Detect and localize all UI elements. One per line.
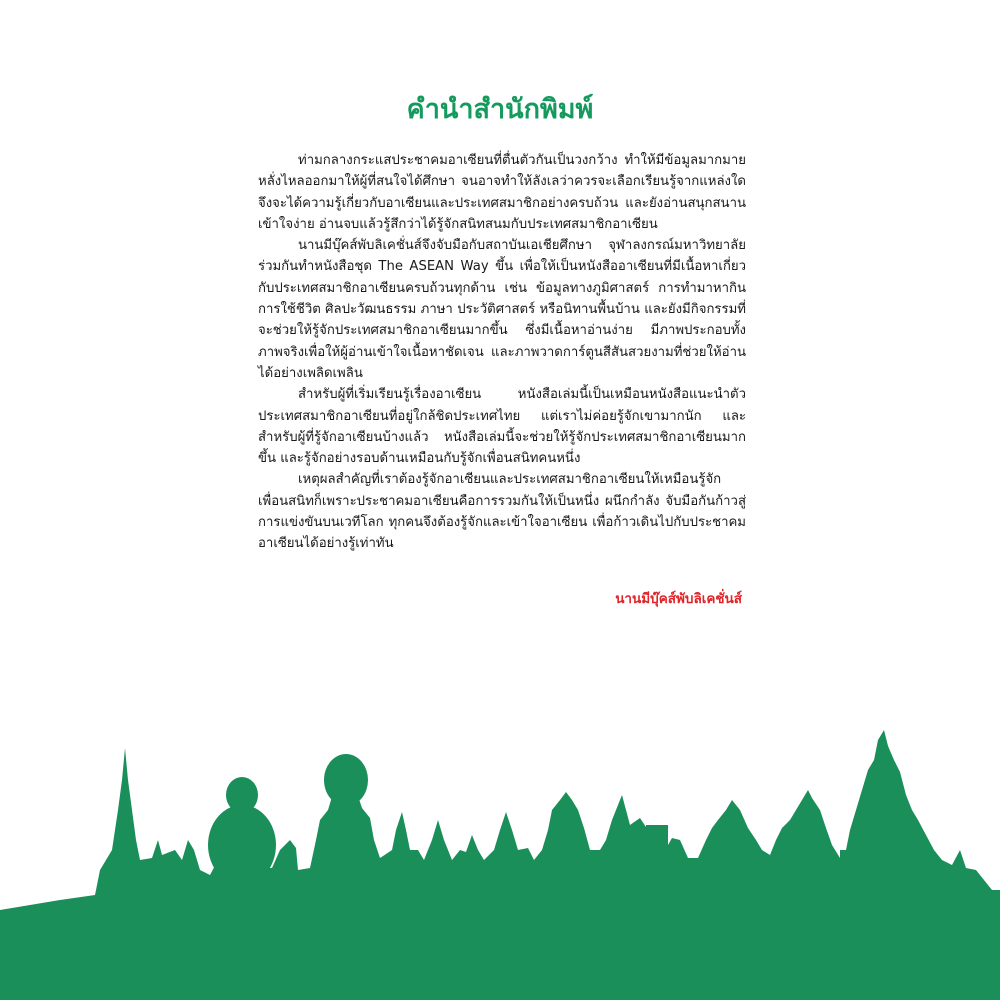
dome-shape [324,754,368,806]
pagoda-base [840,850,920,890]
paragraph-4: เหตุผลสำคัญที่เราต้องรู้จักอาเซียนและประเทศสมาชิกอาเซียนให้เหมือนรู้จักเพื่อนสนิทก็เพราะประชาคมอาเซียนคือการรวมกันให้เป็นหนึ่ง ผนึกกำลัง จับมือกันก้าวสู่การแข่งขันบนเวทีโลก ทุกคนจึงต้องรู้จักและเข้าใจอาเซียน เพื่อก้าวเดินไปกับประชาคมอาเซียนได้อย่างรู้เท่าทัน [258,472,746,552]
tower-shape [646,825,668,865]
foreword-body [258,150,746,555]
paragraph-2: นานมีบุ๊คส์พับลิเคชั่นส์จึงจับมือกับสถาบันเอเชียศึกษา จุฬาลงกรณ์มหาวิทยาลัย ร่วมกันทำหนังสือชุด The ASEAN Way ขึ้น เพื่อให้เป็นหนังสืออาเซียนที่มีเนื้อหาเกี่ยวกับประเทศสมาชิกอาเซียนครบถ้วนทุกด้าน เช่น ข้อมูลทางภูมิศาสตร์ การทำมาหากิน การใช้ชีวิต ศิลปะวัฒนธรรม ภาษา ประวัติศาสตร์ หรือนิทานพื้นบ้าน และยังมีกิจกรรมที่จะช่วยให้รู้จักประเทศสมาชิกอาเซียนมากขึ้น ซึ่งมีเนื้อหาอ่านง่าย มีภาพประกอบทั้งภาพจริงเพื่อให้ผู้อ่านเข้าใจเนื้อหาชัดเจน และภาพวาดการ์ตูนสีสันสวยงามที่ช่วยให้อ่านได้อย่างเพลิดเพลิน [258,238,746,381]
paragraph-1: ท่ามกลางกระแสประชาคมอาเซียนที่ตื่นตัวกันเป็นวงกว้าง ทำให้มีข้อมูลมากมายหลั่งไหลออกมาให้ผู้ที่สนใจได้ศึกษา จนอาจทำให้ลังเลว่าควรจะเลือกเรียนรู้จากแหล่งใด จึงจะได้ความรู้เกี่ยวกับอาเซียนและประเทศสมาชิกอย่างครบถ้วน และยังอ่านสนุกสนาน เข้าใจง่าย อ่านจบแล้วรู้สึกว่าได้รู้จักสนิทสนมกับประเทศสมาชิกอาเซียน [258,153,746,232]
asean-skyline-illustration [0,700,1000,1000]
paragraph-3: สำหรับผู้ที่เริ่มเรียนรู้เรื่องอาเซียน หนังสือเล่มนี้เป็นเหมือนหนังสือแนะนำตัวประเทศสมาชิกอาเซียนที่อยู่ใกล้ชิดประเทศไทย แต่เราไม่ค่อยรู้จักเขามากนัก และสำหรับผู้ที่รู้จักอาเซียนบ้างแล้ว หนังสือเล่มนี้จะช่วยให้รู้จักประเทศสมาชิกอาเซียนมากขึ้น และรู้จักอย่างรอบด้านเหมือนกับรู้จักเพื่อนสนิทคนหนึ่ง [258,387,746,467]
publisher-signature: นานมีบุ๊คส์พับลิเคชั่นส์ [615,591,742,607]
buddha-statue-body [208,805,276,885]
page-title: คำนำสำนักพิมพ์ [406,94,594,125]
